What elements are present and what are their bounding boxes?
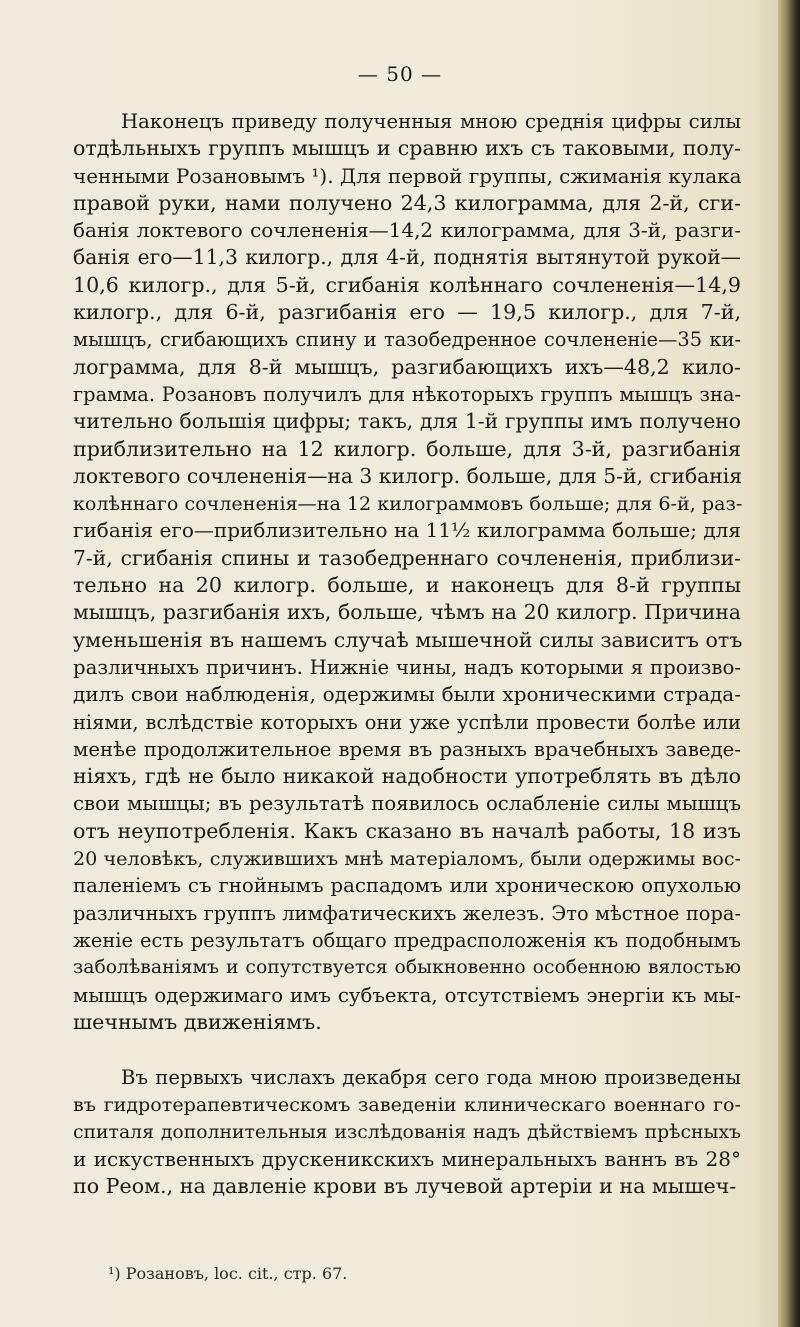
- text-line: килогр., для 6-й, разгибанія его — 19,5 килогр., для 7-й,: [73, 300, 741, 325]
- text-line: банія локтевого сочлененія—14,2 килограмма, для 3-й, разги-: [73, 218, 741, 243]
- text-line: свои мышцы; въ результатѣ появилось ослабленіе силы мышцъ: [73, 792, 741, 816]
- text-line: ченными Розановымъ ¹). Для первой группы, сжиманія кулака: [73, 163, 742, 188]
- text-line: тельно на 20 килогр. больше, и наконецъ для 8-й группы: [73, 573, 741, 598]
- text-line: Наконецъ приведу полученныя мною среднія цифры силы: [121, 110, 741, 133]
- body-text: [73, 108, 741, 1201]
- text-line: спиталя дополнительныя изслѣдованія надъ дѣйствіемъ прѣсныхъ: [73, 1121, 741, 1143]
- text-line: колѣннаго сочлененія—на 12 килограммовъ больше; для 6-й, раз-: [73, 492, 743, 516]
- text-line: лограмма, для 8-й мышцъ, разгибающихъ ихъ—48,2 кило-: [73, 354, 741, 379]
- page-number: — 50 —: [357, 62, 443, 86]
- footnote: ¹) Розановъ, loc. cit., стр. 67.: [108, 1264, 348, 1283]
- paragraph-gap: [73, 1036, 741, 1064]
- text-line: гибанія его—приблизительно на 11½ килограмма больше; для: [73, 518, 741, 543]
- text-line: локтевого сочлененія—на 3 килогр. больше, для 5-й, сгибанія: [73, 463, 743, 488]
- text-line: различныхъ причинъ. Нижніе чины, надъ которыми я произво-: [73, 655, 741, 679]
- text-line: отдѣльныхъ группъ мышцъ и сравню ихъ съ таковыми, полу-: [73, 136, 741, 161]
- text-line: мышцъ одержимаго имъ субъекта, отсутствіемъ энергіи къ мы-: [73, 983, 741, 1007]
- text-line: и искуственныхъ друскеникскихъ минеральныхъ ваннъ въ 28°: [73, 1146, 741, 1171]
- text-line: Въ первыхъ числахъ декабря сего года мною произведены: [121, 1066, 741, 1090]
- text-line: правой руки, нами получено 24,3 килограмма, для 2-й, сги-: [73, 190, 741, 215]
- text-line: 10,6 килогр., для 5-й, сгибанія колѣннаго сочлененія—14,9: [73, 272, 741, 297]
- text-line: различныхъ группъ лимфатическихъ железъ. Это мѣстное пора-: [73, 901, 741, 925]
- text-line: въ гидротерапевтическомъ заведеніи клиническаго военнаго го-: [73, 1093, 741, 1117]
- text-line: ніяхъ, гдѣ не было никакой надобности употреблять въ дѣло: [73, 764, 741, 789]
- text-line: по Реом., на давленіе крови въ лучевой артеріи и на мышеч-: [73, 1174, 737, 1199]
- text-line: отъ неупотребленія. Какъ сказано въ началѣ работы, 18 изъ: [73, 818, 741, 843]
- text-line: грамма. Розановъ получилъ для нѣкоторыхъ группъ мышцъ зна-: [73, 382, 741, 406]
- text-line: шечнымъ движеніямъ.: [73, 1009, 322, 1034]
- text-line: 20 человѣкъ, служившихъ мнѣ матеріаломъ, были одержимы вос-: [73, 847, 741, 871]
- text-line: паленіемъ съ гнойнымъ распадомъ или хроническою опухолью: [73, 874, 741, 898]
- text-line: женіе есть результатъ общаго предрасположенія къ подобнымъ: [73, 928, 741, 952]
- text-line: дилъ свои наблюденія, одержимы были хроническими страда-: [73, 682, 741, 707]
- paragraph: [73, 108, 741, 1036]
- text-line: мышцъ, сгибающихъ спину и тазобедренное сочлененіе—35 ки-: [73, 328, 741, 352]
- text-line: заболѣваніямъ и сопутствуется обыкновенно особенною вялостью: [73, 957, 741, 979]
- paragraph: [73, 1064, 741, 1200]
- text-line: уменьшенія въ нашемъ случаѣ мышечной силы зависитъ отъ: [73, 627, 743, 652]
- text-line: мышцъ, разгибанія ихъ, больше, чѣмъ на 20 килогр. Причина: [73, 600, 741, 625]
- text-line: 7-й, сгибанія спины и тазобедреннаго сочлененія, приблизи-: [73, 545, 741, 570]
- text-line: менѣе продолжительное время въ разныхъ врачебныхъ заведе-: [73, 737, 741, 761]
- text-line: приблизительно на 12 килогр. больше, для 3-й, разгибанія: [73, 436, 741, 461]
- text-line: ніями, вслѣдствіе которыхъ они уже успѣли провести болѣе или: [73, 710, 741, 734]
- text-line: банія его—11,3 килогр., для 4-й, поднятія вытянутой рукой—: [73, 245, 741, 270]
- page-edge-shadow: [778, 0, 800, 1327]
- text-line: чительно большія цифры; такъ, для 1-й группы имъ получено: [73, 409, 741, 434]
